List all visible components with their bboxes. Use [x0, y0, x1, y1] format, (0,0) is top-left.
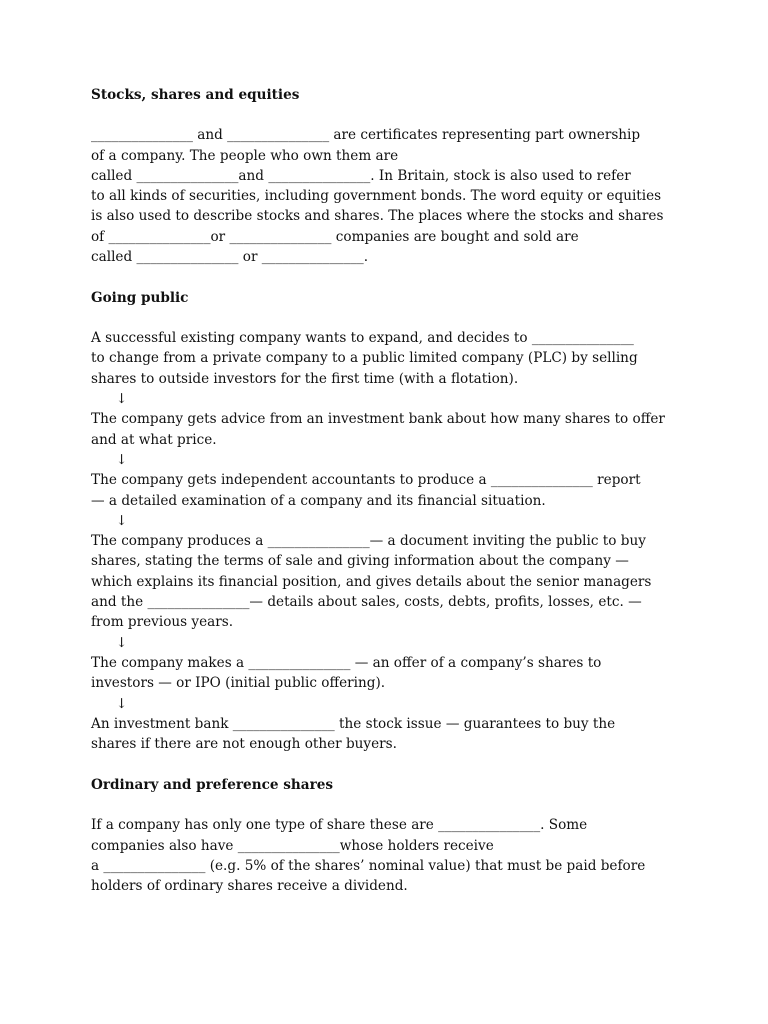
- flow-step-2: [91, 409, 691, 450]
- text-line: shares, stating the terms of sale and giving information about the company —: [91, 553, 629, 570]
- flow-step-4: [91, 531, 691, 632]
- text-line: a _______________ (e.g. 5% of the shares’ nominal value) that must be paid before: [91, 857, 646, 874]
- text-line: companies also have _______________whose holders receive: [91, 837, 494, 854]
- text-line: investors — or IPO (initial public offering).: [91, 675, 386, 692]
- text-line: called _______________ or _______________.: [91, 249, 369, 266]
- text-line: and the _______________— details about sales, costs, debts, profits, losses, etc. —: [91, 594, 642, 611]
- going-public-flow: [91, 328, 691, 754]
- section-heading-going-public: Going public: [91, 289, 189, 306]
- text-line: of _______________or _______________ companies are bought and sold are: [91, 228, 579, 245]
- text-line: called _______________and _______________. In Britain, stock is also used to refer: [91, 167, 631, 184]
- text-line: and at what price.: [91, 431, 217, 448]
- flow-step-3: [91, 470, 691, 511]
- text-line: from previous years.: [91, 614, 234, 631]
- text-line: A successful existing company wants to expand, and decides to _______________: [91, 330, 634, 347]
- text-line: holders of ordinary shares receive a dividend.: [91, 878, 408, 895]
- flow-step-1: [91, 328, 691, 389]
- section-heading-ordinary-preference: Ordinary and preference shares: [91, 776, 334, 793]
- flow-step-5: [91, 653, 691, 694]
- text-line: to all kinds of securities, including government bonds. The word equity or equities: [91, 188, 662, 205]
- text-line: is also used to describe stocks and shares. The places where the stocks and shares: [91, 208, 664, 225]
- flow-step-6: [91, 714, 691, 755]
- text-line: If a company has only one type of share these are _______________. Some: [91, 817, 588, 834]
- down-arrow-icon: ↓: [116, 512, 128, 529]
- down-arrow-icon: ↓: [116, 391, 128, 408]
- text-line: The company produces a _______________— a document inviting the public to buy: [91, 533, 646, 550]
- text-line: — a detailed examination of a company and its financial situation.: [91, 492, 546, 509]
- text-line: shares if there are not enough other buyers.: [91, 736, 397, 753]
- down-arrow-icon: ↓: [116, 634, 128, 651]
- text-line: The company makes a _______________ — an offer of a company’s shares to: [91, 654, 602, 671]
- text-line: shares to outside investors for the first time (with a flotation).: [91, 370, 519, 387]
- down-arrow-icon: ↓: [116, 695, 128, 712]
- text-line: _______________ and _______________ are certificates representing part ownership: [91, 127, 641, 144]
- text-line: of a company. The people who own them are: [91, 147, 399, 164]
- worksheet-page: [91, 85, 691, 896]
- ordinary-paragraph: [91, 815, 691, 896]
- text-line: The company gets independent accountants to produce a _______________ report: [91, 472, 641, 489]
- stocks-paragraph: [91, 125, 691, 267]
- text-line: which explains its financial position, and gives details about the senior managers: [91, 573, 652, 590]
- text-line: The company gets advice from an investment bank about how many shares to offer: [91, 411, 665, 428]
- section-heading-stocks: Stocks, shares and equities: [91, 87, 300, 103]
- down-arrow-icon: ↓: [116, 451, 128, 468]
- text-line: An investment bank _______________ the stock issue — guarantees to buy the: [91, 715, 616, 732]
- text-line: to change from a private company to a public limited company (PLC) by selling: [91, 350, 638, 367]
